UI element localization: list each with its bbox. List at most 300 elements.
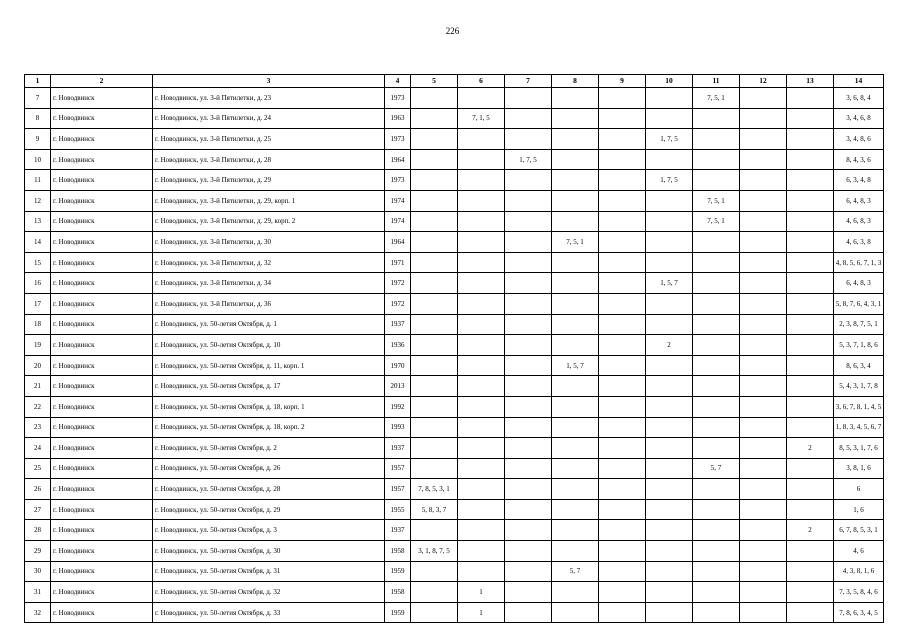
- table-cell: г. Новодвинск, ул. 50-летия Октября, д. 26: [153, 458, 385, 479]
- table-cell: г. Новодвинск, ул. 50-летия Октября, д. 28: [153, 479, 385, 500]
- column-header: 2: [51, 75, 153, 88]
- table-cell: [505, 541, 552, 562]
- table-cell: [411, 458, 458, 479]
- table-cell: г. Новодвинск: [51, 273, 153, 294]
- table-cell: 3, 4, 6, 8: [834, 108, 884, 129]
- table-cell: [787, 602, 834, 623]
- table-row: [25, 314, 884, 335]
- table-cell: г. Новодвинск, ул. 3-й Пятилетки, д. 29, корп. 1: [153, 190, 385, 211]
- table-cell: г. Новодвинск: [51, 376, 153, 397]
- table-cell: [693, 561, 740, 582]
- table-cell: [458, 149, 505, 170]
- table-cell: г. Новодвинск: [51, 479, 153, 500]
- table-cell: 20: [25, 355, 51, 376]
- table-cell: [646, 520, 693, 541]
- table-cell: 1959: [385, 602, 411, 623]
- table-cell: [552, 190, 599, 211]
- table-cell: [693, 129, 740, 150]
- table-cell: [787, 170, 834, 191]
- table-cell: [646, 355, 693, 376]
- table-cell: 29: [25, 541, 51, 562]
- column-header: 8: [552, 75, 599, 88]
- table-cell: [787, 417, 834, 438]
- table-cell: [693, 499, 740, 520]
- table-cell: [740, 520, 787, 541]
- table-cell: 4, 6, 3, 8: [834, 232, 884, 253]
- table-cell: [505, 602, 552, 623]
- table-cell: г. Новодвинск: [51, 232, 153, 253]
- table-cell: [599, 520, 646, 541]
- table-cell: [646, 293, 693, 314]
- table-cell: [787, 376, 834, 397]
- table-cell: [599, 376, 646, 397]
- table-row: [25, 541, 884, 562]
- table-cell: [458, 129, 505, 150]
- table-cell: г. Новодвинск: [51, 458, 153, 479]
- table-cell: [599, 479, 646, 500]
- table-cell: 2: [787, 438, 834, 459]
- table-cell: [505, 499, 552, 520]
- table-cell: г. Новодвинск: [51, 396, 153, 417]
- table-cell: [505, 479, 552, 500]
- table-cell: г. Новодвинск: [51, 438, 153, 459]
- table-cell: 1, 6: [834, 499, 884, 520]
- table-cell: [787, 355, 834, 376]
- table-row: [25, 232, 884, 253]
- table-cell: [411, 582, 458, 603]
- table-cell: 3, 1, 8, 7, 5: [411, 541, 458, 562]
- table-cell: [458, 458, 505, 479]
- table-cell: [505, 232, 552, 253]
- table-cell: 28: [25, 520, 51, 541]
- table-cell: [693, 520, 740, 541]
- table-cell: [505, 458, 552, 479]
- table-cell: 1973: [385, 129, 411, 150]
- table-cell: [458, 190, 505, 211]
- table-cell: [552, 129, 599, 150]
- data-table: [24, 74, 884, 623]
- table-cell: [740, 561, 787, 582]
- table-cell: 1972: [385, 293, 411, 314]
- table-row: [25, 170, 884, 191]
- table-cell: [646, 314, 693, 335]
- table-cell: [458, 520, 505, 541]
- table-cell: [411, 335, 458, 356]
- column-header: 5: [411, 75, 458, 88]
- table-cell: [552, 520, 599, 541]
- table-cell: [552, 211, 599, 232]
- table-cell: [599, 211, 646, 232]
- table-cell: [411, 190, 458, 211]
- table-cell: 1974: [385, 211, 411, 232]
- table-cell: 2: [787, 520, 834, 541]
- table-cell: [458, 293, 505, 314]
- table-cell: [646, 252, 693, 273]
- table-cell: 30: [25, 561, 51, 582]
- table-cell: [693, 335, 740, 356]
- table-cell: 1959: [385, 561, 411, 582]
- table-cell: 1957: [385, 479, 411, 500]
- table-cell: 23: [25, 417, 51, 438]
- table-cell: 1958: [385, 582, 411, 603]
- table-cell: 3, 4, 8, 6: [834, 129, 884, 150]
- table-cell: [646, 149, 693, 170]
- table-cell: [505, 211, 552, 232]
- table-cell: 10: [25, 149, 51, 170]
- table-cell: [740, 149, 787, 170]
- table-cell: [458, 335, 505, 356]
- table-cell: 4, 3, 8, 1, 6: [834, 561, 884, 582]
- table-cell: [505, 293, 552, 314]
- table-cell: [552, 396, 599, 417]
- table-row: [25, 108, 884, 129]
- table-cell: г. Новодвинск: [51, 129, 153, 150]
- table-cell: 3, 6, 8, 4: [834, 88, 884, 109]
- table-cell: [740, 273, 787, 294]
- table-cell: 31: [25, 582, 51, 603]
- table-cell: [552, 376, 599, 397]
- table-cell: [552, 479, 599, 500]
- table-cell: [599, 149, 646, 170]
- page-number: 226: [445, 26, 460, 36]
- table-cell: [599, 129, 646, 150]
- table-cell: [646, 211, 693, 232]
- table-cell: [458, 479, 505, 500]
- table-row: [25, 458, 884, 479]
- table-cell: [411, 170, 458, 191]
- table-cell: 25: [25, 458, 51, 479]
- table-cell: [787, 252, 834, 273]
- table-cell: [505, 190, 552, 211]
- table-cell: 7, 5, 1: [693, 211, 740, 232]
- table-body: [25, 88, 884, 623]
- table-cell: 1992: [385, 396, 411, 417]
- table-cell: [693, 252, 740, 273]
- column-header: 11: [693, 75, 740, 88]
- table-cell: [646, 582, 693, 603]
- table-cell: [505, 88, 552, 109]
- table-cell: г. Новодвинск: [51, 499, 153, 520]
- table-cell: г. Новодвинск, ул. 50-летия Октября, д. 1: [153, 314, 385, 335]
- table-cell: 3, 8, 1, 6: [834, 458, 884, 479]
- table-row: [25, 376, 884, 397]
- table-cell: г. Новодвинск, ул. 50-летия Октября, д. 30: [153, 541, 385, 562]
- table-cell: [740, 170, 787, 191]
- table-row: [25, 417, 884, 438]
- table-cell: [787, 149, 834, 170]
- table-cell: [787, 396, 834, 417]
- table-cell: 8: [25, 108, 51, 129]
- table-cell: 1964: [385, 149, 411, 170]
- table-cell: [411, 438, 458, 459]
- table-cell: г. Новодвинск, ул. 3-й Пятилетки, д. 36: [153, 293, 385, 314]
- table-row: [25, 561, 884, 582]
- table-cell: [693, 293, 740, 314]
- table-cell: 7, 8, 6, 3, 4, 5: [834, 602, 884, 623]
- table-row: [25, 602, 884, 623]
- table-cell: [599, 190, 646, 211]
- table-cell: [693, 376, 740, 397]
- table-cell: [505, 561, 552, 582]
- table-cell: [599, 108, 646, 129]
- table-cell: [505, 520, 552, 541]
- table-cell: [458, 541, 505, 562]
- table-cell: [693, 602, 740, 623]
- table-cell: 12: [25, 190, 51, 211]
- table-cell: [693, 355, 740, 376]
- table-cell: 1955: [385, 499, 411, 520]
- table-cell: [411, 252, 458, 273]
- table-cell: 6, 3, 4, 8: [834, 170, 884, 191]
- table-cell: [646, 88, 693, 109]
- table-row: [25, 499, 884, 520]
- table-cell: [552, 458, 599, 479]
- table-cell: г. Новодвинск, ул. 3-й Пятилетки, д. 30: [153, 232, 385, 253]
- table-cell: г. Новодвинск: [51, 88, 153, 109]
- table-cell: [552, 582, 599, 603]
- table-cell: г. Новодвинск, ул. 3-й Пятилетки, д. 24: [153, 108, 385, 129]
- table-row: [25, 438, 884, 459]
- table-cell: 26: [25, 479, 51, 500]
- table-row: [25, 520, 884, 541]
- table-cell: [411, 232, 458, 253]
- table-cell: 13: [25, 211, 51, 232]
- table-cell: 1958: [385, 541, 411, 562]
- table-cell: 7, 5, 1: [552, 232, 599, 253]
- table-cell: 32: [25, 602, 51, 623]
- table-cell: [458, 396, 505, 417]
- table-cell: [552, 335, 599, 356]
- table-cell: [646, 232, 693, 253]
- table-cell: г. Новодвинск: [51, 417, 153, 438]
- table-cell: [787, 190, 834, 211]
- table-cell: [599, 417, 646, 438]
- table-cell: [505, 438, 552, 459]
- table-cell: г. Новодвинск: [51, 602, 153, 623]
- table-cell: 7, 5, 1: [693, 88, 740, 109]
- table-cell: 5, 8, 7, 6, 4, 3, 1: [834, 293, 884, 314]
- table-cell: 5, 7: [693, 458, 740, 479]
- table-cell: [693, 582, 740, 603]
- table-cell: [693, 479, 740, 500]
- table-row: [25, 273, 884, 294]
- table-cell: г. Новодвинск, ул. 50-летия Октября, д. 18, корп. 2: [153, 417, 385, 438]
- column-header: 7: [505, 75, 552, 88]
- table-cell: г. Новодвинск, ул. 50-летия Октября, д. 31: [153, 561, 385, 582]
- table-cell: [740, 129, 787, 150]
- table-cell: 1964: [385, 232, 411, 253]
- table-cell: 16: [25, 273, 51, 294]
- table-cell: г. Новодвинск: [51, 582, 153, 603]
- table-cell: 7: [25, 88, 51, 109]
- table-cell: [599, 170, 646, 191]
- table-cell: [693, 438, 740, 459]
- table-cell: [740, 88, 787, 109]
- table-cell: [599, 88, 646, 109]
- table-cell: [411, 561, 458, 582]
- table-cell: [411, 88, 458, 109]
- table-cell: [411, 314, 458, 335]
- table-cell: 27: [25, 499, 51, 520]
- table-cell: [693, 149, 740, 170]
- table-cell: г. Новодвинск, ул. 3-й Пятилетки, д. 32: [153, 252, 385, 273]
- table-cell: 1970: [385, 355, 411, 376]
- table-cell: г. Новодвинск: [51, 561, 153, 582]
- table-cell: [740, 108, 787, 129]
- table-cell: [505, 252, 552, 273]
- table-cell: 1973: [385, 88, 411, 109]
- table-cell: 1974: [385, 190, 411, 211]
- table-cell: [552, 417, 599, 438]
- table-cell: [599, 458, 646, 479]
- table-cell: г. Новодвинск, ул. 50-летия Октября, д. 2: [153, 438, 385, 459]
- table-row: [25, 335, 884, 356]
- table-cell: [552, 602, 599, 623]
- table-cell: [787, 458, 834, 479]
- table-cell: [599, 499, 646, 520]
- table-cell: 1: [458, 602, 505, 623]
- table-cell: [740, 499, 787, 520]
- table-cell: г. Новодвинск, ул. 3-й Пятилетки, д. 29, корп. 2: [153, 211, 385, 232]
- table-cell: [646, 541, 693, 562]
- table-cell: [787, 479, 834, 500]
- table-cell: 1937: [385, 520, 411, 541]
- table-cell: [787, 108, 834, 129]
- table-cell: [693, 541, 740, 562]
- table-cell: г. Новодвинск: [51, 293, 153, 314]
- table-cell: [646, 479, 693, 500]
- table-cell: 24: [25, 438, 51, 459]
- table-cell: [505, 108, 552, 129]
- table-cell: 1973: [385, 170, 411, 191]
- table-cell: [646, 396, 693, 417]
- table-cell: 2, 3, 8, 7, 5, 1: [834, 314, 884, 335]
- table-cell: 1: [458, 582, 505, 603]
- table-row: [25, 190, 884, 211]
- table-cell: 7, 1, 5: [458, 108, 505, 129]
- table-cell: [740, 417, 787, 438]
- table-cell: 1, 8, 3, 4, 5, 6, 7: [834, 417, 884, 438]
- table-cell: [599, 232, 646, 253]
- table-cell: 1937: [385, 438, 411, 459]
- table-cell: 11: [25, 170, 51, 191]
- table-cell: [599, 602, 646, 623]
- table-cell: 1, 7, 5: [646, 170, 693, 191]
- table-cell: [458, 376, 505, 397]
- table-cell: 1, 7, 5: [505, 149, 552, 170]
- table-cell: [552, 499, 599, 520]
- table-cell: [458, 355, 505, 376]
- table-cell: [552, 108, 599, 129]
- table-cell: г. Новодвинск, ул. 50-летия Октября, д. 11, корп. 1: [153, 355, 385, 376]
- table-cell: [599, 396, 646, 417]
- table-cell: 4, 6, 8, 3: [834, 211, 884, 232]
- table-cell: [599, 582, 646, 603]
- column-header: 12: [740, 75, 787, 88]
- table-cell: [740, 541, 787, 562]
- table-cell: г. Новодвинск, ул. 3-й Пятилетки, д. 29: [153, 170, 385, 191]
- table-cell: г. Новодвинск: [51, 355, 153, 376]
- table-cell: г. Новодвинск, ул. 3-й Пятилетки, д. 34: [153, 273, 385, 294]
- table-cell: [505, 273, 552, 294]
- table-cell: [458, 561, 505, 582]
- table-cell: [505, 396, 552, 417]
- table-cell: [411, 355, 458, 376]
- table-row: [25, 88, 884, 109]
- table-cell: г. Новодвинск, ул. 3-й Пятилетки, д. 28: [153, 149, 385, 170]
- table-cell: [740, 232, 787, 253]
- table-cell: [552, 541, 599, 562]
- table-cell: [693, 108, 740, 129]
- table-cell: г. Новодвинск: [51, 149, 153, 170]
- table-cell: [552, 438, 599, 459]
- table-cell: [740, 335, 787, 356]
- table-cell: [646, 602, 693, 623]
- table-cell: [411, 417, 458, 438]
- table-cell: [458, 232, 505, 253]
- table-cell: 1971: [385, 252, 411, 273]
- table-cell: [693, 396, 740, 417]
- table-cell: [740, 479, 787, 500]
- table-cell: [599, 273, 646, 294]
- table-cell: г. Новодвинск, ул. 50-летия Октября, д. 3: [153, 520, 385, 541]
- table-cell: [646, 458, 693, 479]
- table-row: [25, 293, 884, 314]
- table-cell: [740, 355, 787, 376]
- table-cell: г. Новодвинск: [51, 335, 153, 356]
- table-cell: [552, 149, 599, 170]
- table-cell: [411, 293, 458, 314]
- table-cell: [740, 582, 787, 603]
- table-cell: [646, 376, 693, 397]
- table-cell: [787, 582, 834, 603]
- table-cell: [740, 396, 787, 417]
- table-cell: [740, 458, 787, 479]
- table-cell: 5, 4, 3, 1, 7, 8: [834, 376, 884, 397]
- table-cell: г. Новодвинск: [51, 108, 153, 129]
- table-cell: [740, 293, 787, 314]
- table-cell: [552, 314, 599, 335]
- table-cell: [740, 190, 787, 211]
- table-cell: [740, 602, 787, 623]
- table-cell: [646, 417, 693, 438]
- table-cell: 1963: [385, 108, 411, 129]
- table-cell: [505, 582, 552, 603]
- table-cell: [411, 108, 458, 129]
- table-cell: [787, 561, 834, 582]
- table-cell: 21: [25, 376, 51, 397]
- column-header: 14: [834, 75, 884, 88]
- table-cell: [787, 499, 834, 520]
- table-cell: [411, 149, 458, 170]
- table-cell: 15: [25, 252, 51, 273]
- table-cell: г. Новодвинск: [51, 520, 153, 541]
- table-cell: [787, 129, 834, 150]
- table-cell: 1, 5, 7: [646, 273, 693, 294]
- table-cell: г. Новодвинск, ул. 50-летия Октября, д. 10: [153, 335, 385, 356]
- table-cell: [552, 252, 599, 273]
- table-cell: 7, 3, 5, 8, 4, 6: [834, 582, 884, 603]
- table-cell: 6, 7, 8, 5, 3, 1: [834, 520, 884, 541]
- table-cell: 19: [25, 335, 51, 356]
- table-cell: г. Новодвинск: [51, 211, 153, 232]
- table-cell: [552, 170, 599, 191]
- table-cell: 5, 8, 3, 7: [411, 499, 458, 520]
- table-cell: [505, 376, 552, 397]
- table-cell: [787, 232, 834, 253]
- column-header: 9: [599, 75, 646, 88]
- table-cell: 14: [25, 232, 51, 253]
